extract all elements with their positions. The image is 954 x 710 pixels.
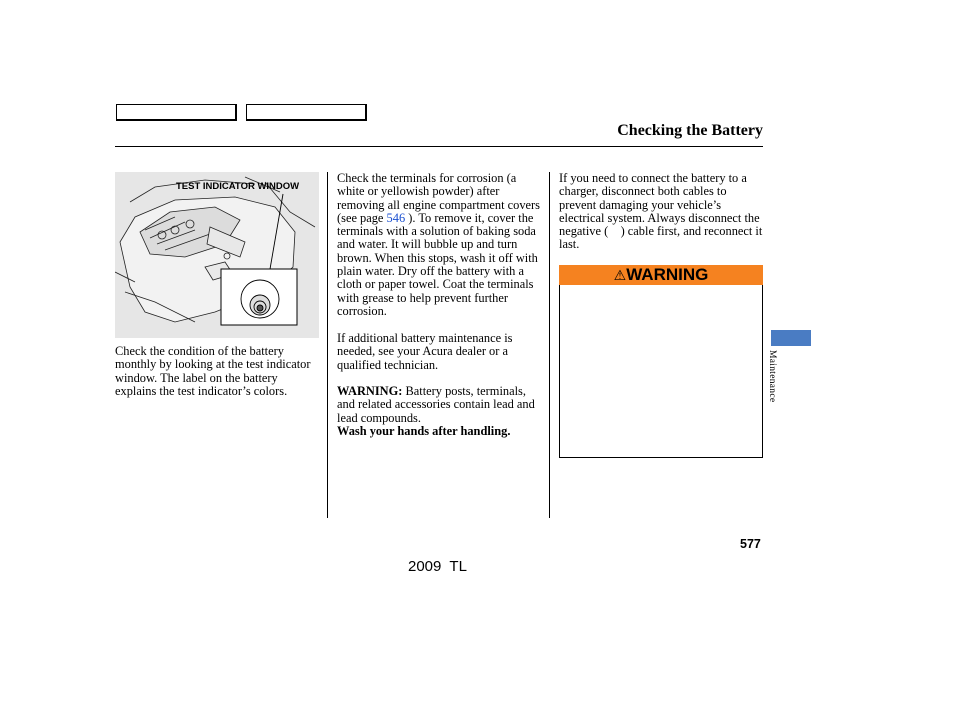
charger-paragraph: If you need to connect the battery to a charger, disconnect both cables to prevent damaging your vehicle’s electrical system. Always disconnect the negative ( ) cable first, and reconnect it last. xyxy=(559,171,763,252)
corrosion-paragraph xyxy=(337,172,543,318)
corrosion-text-end: ). To remove it, cover the terminals with a solution of baking soda and water. It will bubble up and turn brown. When this stops, wash it off with plain water. Dry off the battery with a cloth or paper towel. Coat the terminals with grease to help prevent further corrosion. xyxy=(337,210,538,318)
warning-triangle-icon: ⚠ xyxy=(613,267,627,283)
footer-model: 2009 TL xyxy=(408,558,467,575)
warning-box xyxy=(559,285,763,458)
column-divider-1 xyxy=(327,172,328,518)
nav-button-index[interactable] xyxy=(246,104,367,121)
corrosion-text-start: Check the terminals for corrosion (a white or yellowish powder) after removing all engine compartment covers (see page xyxy=(337,171,540,225)
header-rule xyxy=(115,146,763,147)
lead-warning-paragraph xyxy=(337,385,543,438)
warning-lead: WARNING: xyxy=(337,384,403,398)
page-number: 577 xyxy=(740,537,761,551)
maintenance-paragraph: If additional battery maintenance is needed, see your Acura dealer or a qualified technician. xyxy=(337,331,513,372)
section-label: Maintenance xyxy=(767,350,777,403)
battery-figure xyxy=(115,172,319,338)
section-tab[interactable] xyxy=(771,330,811,346)
battery-condition-paragraph: Check the condition of the battery monthly by looking at the test indicator window. The label on the battery explains the test indicator’s colors. xyxy=(115,344,311,398)
warning-header xyxy=(559,265,763,285)
nav-button-contents[interactable] xyxy=(116,104,237,121)
column-divider-2 xyxy=(549,172,550,518)
page-title: Checking the Battery xyxy=(617,122,763,139)
engine-compartment-illustration xyxy=(115,172,319,338)
warning-label: WARNING xyxy=(626,265,709,284)
page-546-link[interactable]: 546 xyxy=(386,210,406,225)
lead-warning-text: Battery posts, terminals, and related accessories contain lead and lead compounds. xyxy=(337,384,535,425)
wash-hands-text: Wash your hands after handling. xyxy=(337,423,511,438)
figure-label: TEST INDICATOR WINDOW xyxy=(176,181,300,192)
